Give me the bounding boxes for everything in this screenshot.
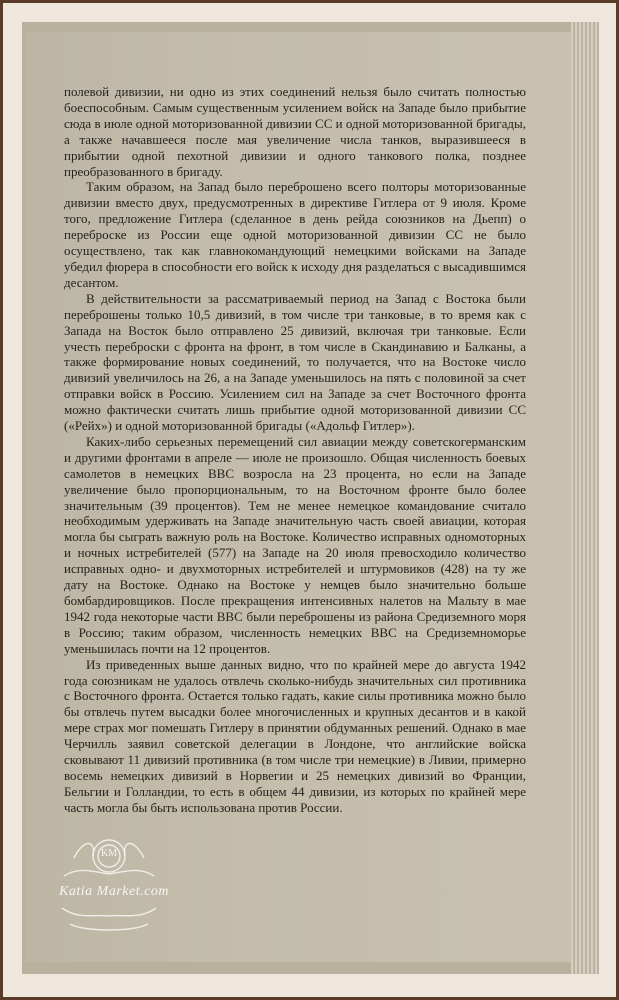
watermark-logo: [34, 828, 184, 940]
paragraph-2: Таким образом, на Запад было переброшено всего полторы моторизованные дивизии вместо двух, предусмотренных в директиве Гитлера от 9 июля. Кроме того, предложение Гитлера (сделанное в день рейда союзников на Дьепп) о переброске из России еще одной моторизованной дивизии СС не было осуществлено, так как главнокомандующий немецкими войсками на Западе убедил фюрера в способности его войск к исходу дня разделаться с высадившимся десантом.: [64, 179, 526, 290]
paragraph-1: полевой дивизии, ни одно из этих соединений нельзя было считать полностью боеспособным. Самым существенным усилением войск на Западе было прибытие сюда в июле одной моторизованной дивизии СС и одной моторизованной бригады, а также начавшееся после мая увеличение числа танков, выразившееся в прибытии одной пехотной дивизии и одного танкового полка, позднее преобразованного в бригаду.: [64, 84, 526, 179]
book-page: [26, 32, 571, 962]
page-text: [64, 84, 526, 816]
watermark-monogram: KM: [100, 848, 118, 859]
paragraph-4: Каких-либо серьезных перемещений сил авиации между советскогерманским и другими фронтами в апреле — июле не произошло. Общая численность боевых самолетов в немецких ВВС возросла на 23 процента, но если на Западе увеличение было пропорциональным, то на Восточном фронте было более значительным (39 процентов). Тем не менее немецкое командование считало необходимым удерживать на Западе значительную часть своей авиации, которая могла бы сыграть важную роль на Востоке. Количество исправных одномоторных и ночных истребителей (577) на Западе на 20 июля превосходило количество исправных одно- и двухмоторных истребителей и штурмовиков (428) на ту же дату на Востоке. Однако на Востоке у немцев было значительно больше бомбардировщиков. После прекращения интенсивных налетов на Мальту в мае 1942 года некоторые части ВВС были переброшены из района Средиземного моря в Россию; таким образом, численность немецких ВВС на Средиземноморье уменьшилась почти на 12 процентов.: [64, 433, 526, 656]
watermark-label: Katia Market.com: [59, 884, 169, 899]
page-edges: [571, 22, 599, 974]
paragraph-3: В действительности за рассматриваемый период на Запад с Востока были переброшены только 10,5 дивизий, в том числе три танковые, в то время как с Запада на Восток было отправлено 25 дивизий, включая три танковые. Если учесть переброски с фронта на фронт, в том числе в Скандинавию и Балканы, а также формирование новых соединений, то получается, что на Востоке число дивизий увеличилось на 26, а на Западе уменьшилось на пять с половиной за счет отправки войск в Россию. Усилением сил на Западе за счет Восточного фронта можно фактически считать лишь прибытие одной моторизованной дивизии СС («Рейх») и одной моторизованной бригады («Адольф Гитлер»).: [64, 290, 526, 434]
paragraph-5: Из приведенных выше данных видно, что по крайней мере до августа 1942 года союзникам не удалось отвлечь сколько-нибудь значительных сил противника с Восточного фронта. Остается только гадать, какие силы противника можно было бы отвлечь путем высадки более многочисленных и крупных десантов и в какой мере страх мог помешать Гитлеру в принятии обдуманных решений. Однако в мае Черчилль заявил советской делегации в Лондоне, что английские войска сковывают 11 дивизий противника (в том числе три немецкие) в Ливии, примерно восемь немецких дивизий в Норвегии и 25 немецких дивизий во Франции, Бельгии и Голландии, то есть в общем 44 дивизии, из которых по крайней мере часть могла бы быть использована против России.: [64, 656, 526, 815]
